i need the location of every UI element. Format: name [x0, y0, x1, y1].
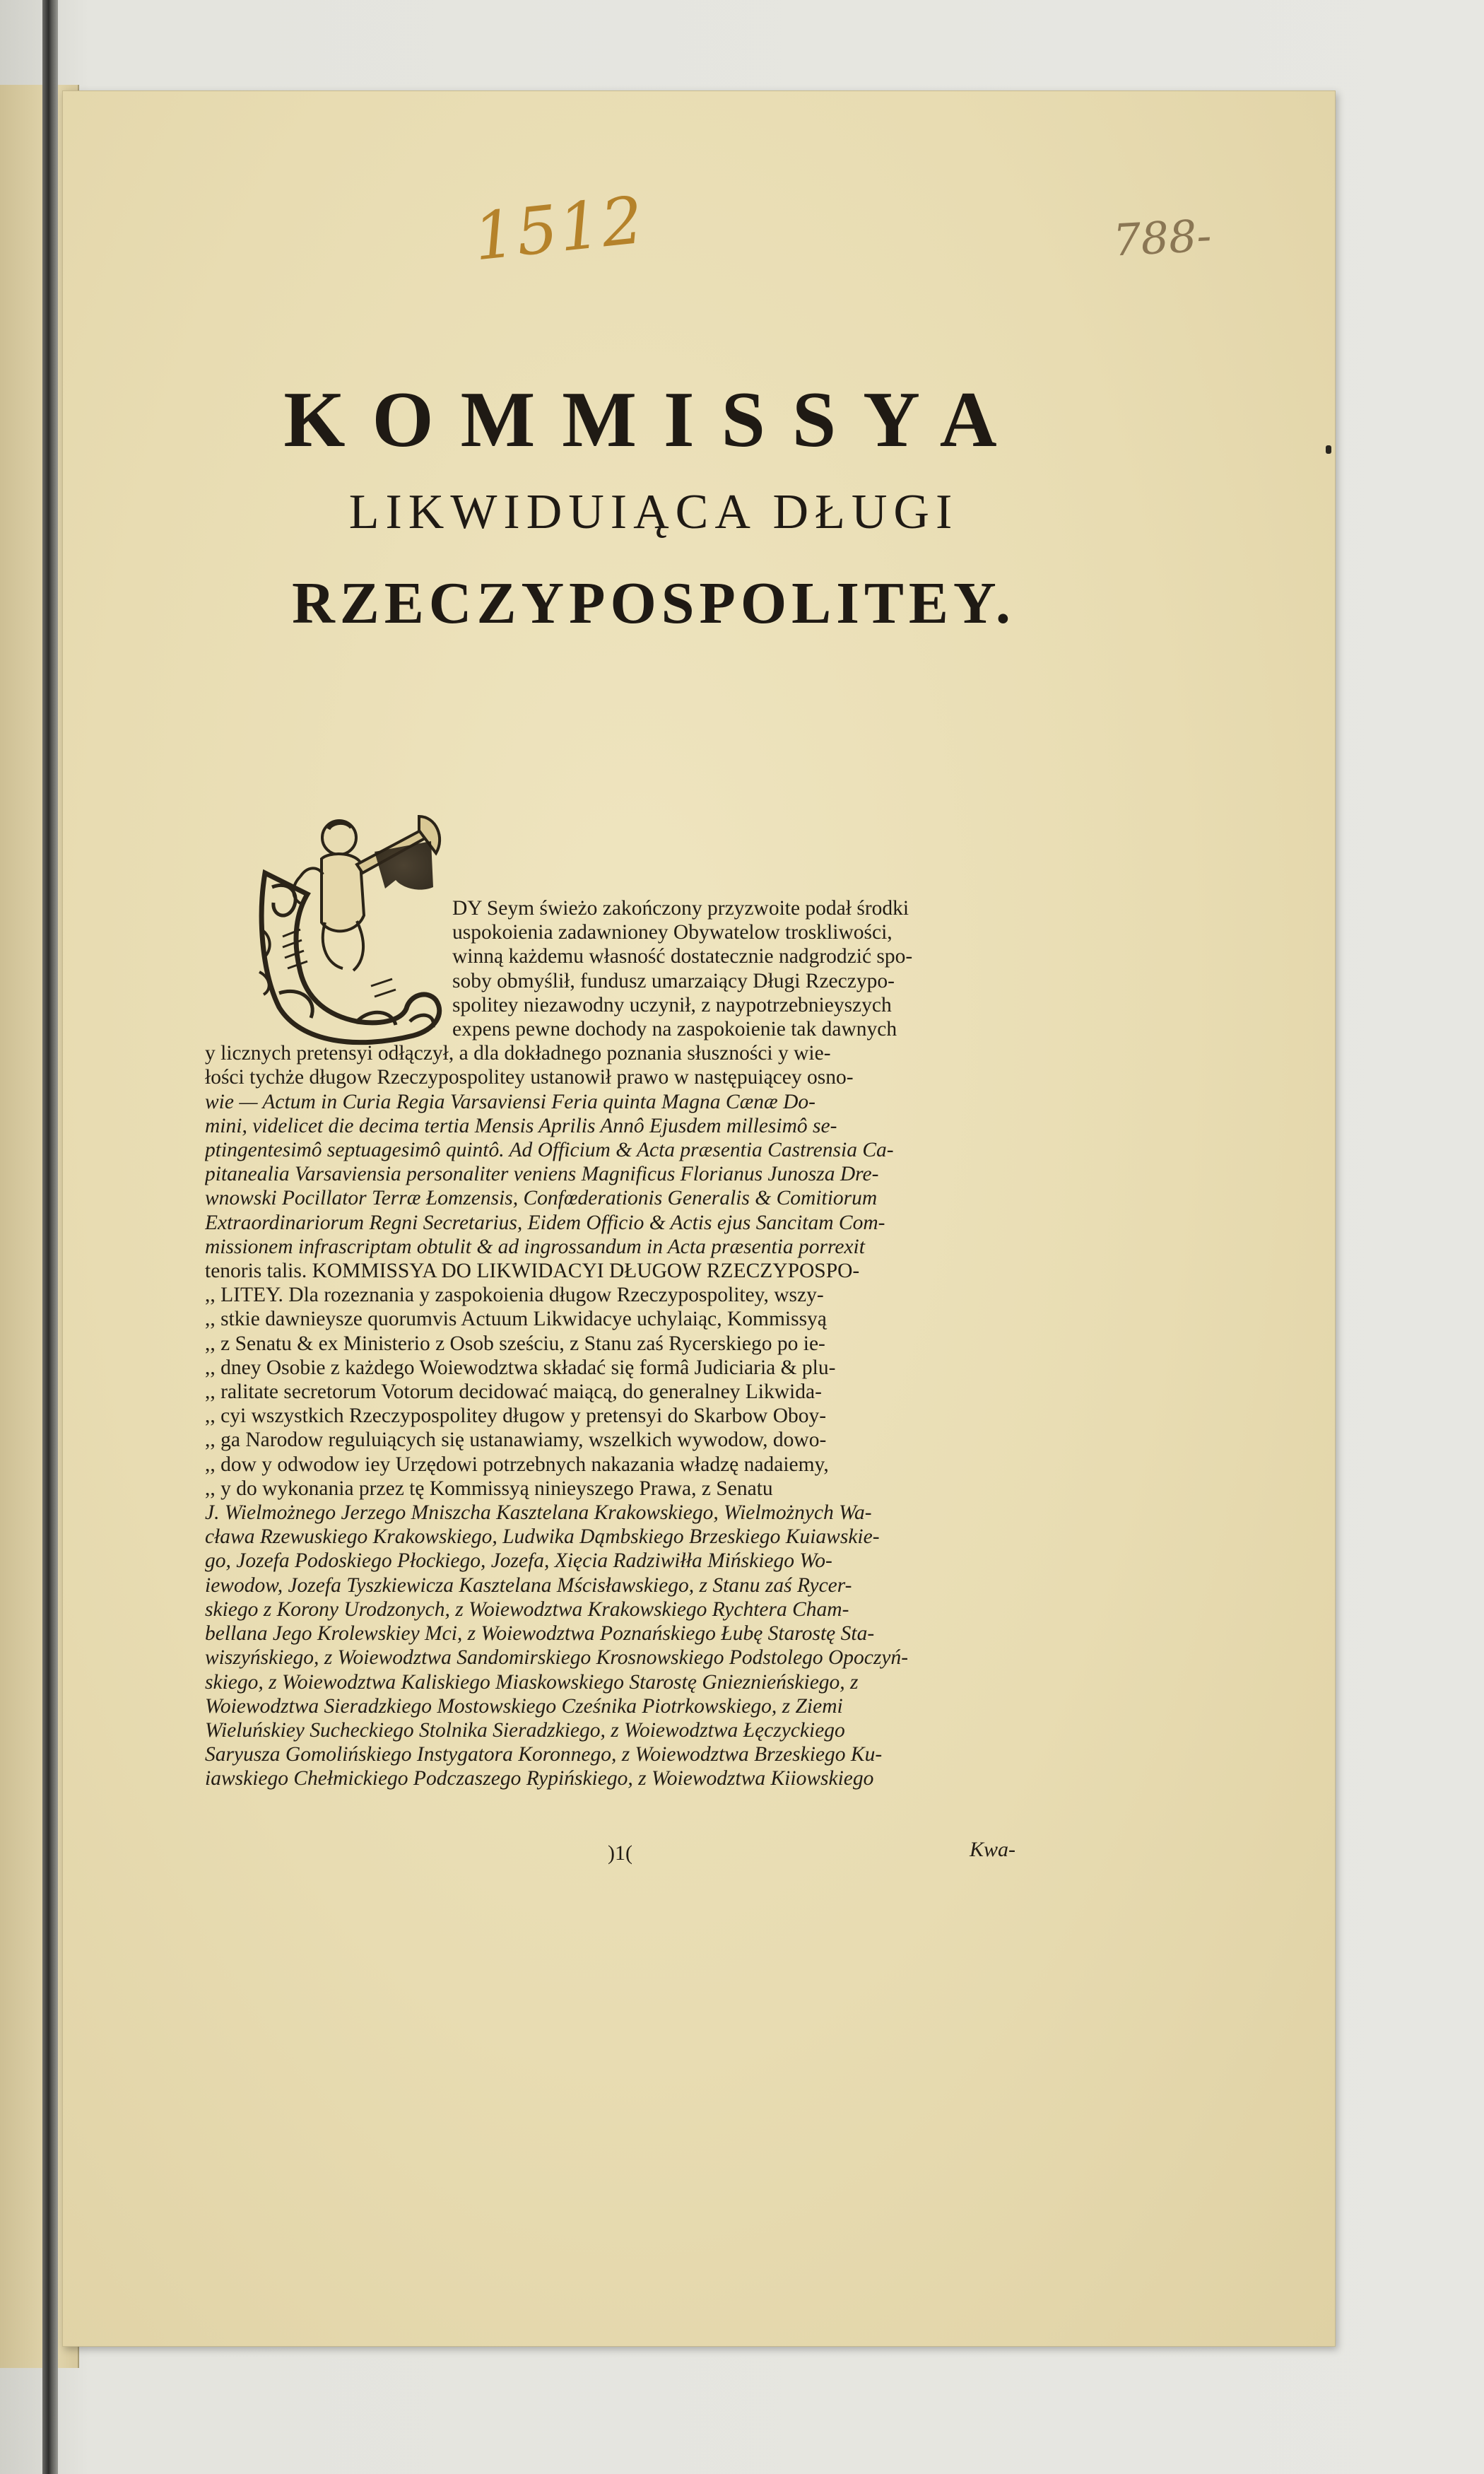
body-line-3: winną każdemu własność dostatecznie nadgrodzić spo-	[452, 945, 913, 968]
body-line-16: tenoris talis. KOMMISSYA DO LIKWIDACYI DŁUGOW RZECZYPOSPO-	[205, 1260, 860, 1283]
body-line-30: skiego z Korony Urodzonych, z Woiewodztwa Krakowskiego Rychtera Cham-	[205, 1597, 849, 1621]
body-line-37: iawskiego Chełmickiego Podczaszego Rypińskiego, z Woiewodztwa Kiiowskiego	[205, 1767, 874, 1790]
body-line-29: iewodow, Jozefa Tyszkiewicza Kasztelana Mścisławskiego, z Stanu zaś Rycer-	[205, 1573, 852, 1597]
signature-mark: )1(	[608, 1841, 632, 1865]
body-line-4: soby obmyślił, fundusz umarzaiący Długi Rzeczypo-	[452, 969, 895, 992]
body-line-26: J. Wielmożnego Jerzego Mniszcha Kasztelana Krakowskiego, Wielmożnych Wa-	[205, 1501, 872, 1525]
body-line-28: go, Jozefa Podoskiego Płockiego, Jozefa, Xięcia Radziwiłła Mińskiego Wo-	[205, 1549, 832, 1573]
body-line-24: ,, dow y odwodow iey Urzędowi potrzebnych nakazania władzę nadaiemy,	[205, 1453, 829, 1476]
body-line-36: Saryusza Gomolińskiego Instygatora Koronnego, z Woiewodztwa Brzeskiego Ku-	[205, 1743, 883, 1766]
page-mark	[1326, 445, 1331, 454]
body-line-25: ,, y do wykonania przez tę Kommissyą ninieyszego Prawa, z Senatu	[205, 1477, 773, 1500]
body-line-8: łości tychże długow Rzeczypospolitey ustanowił prawo w następuiącey osno-	[205, 1066, 854, 1089]
body-line-6: expens pewne dochody na zaspokoienie tak dawnych	[452, 1018, 897, 1041]
body-line-11: ptingentesimô septuagesimô quintô. Ad Officium & Acta præsentia Castrensia Ca-	[205, 1139, 894, 1162]
body-text	[205, 896, 1049, 1791]
body-line-14: Extraordinariorum Regni Secretarius, Eidem Officio & Actis ejus Sancitam Com-	[205, 1211, 885, 1234]
body-line-20: ,, dney Osobie z każdego Woiewodztwa składać się formâ Judiciaria & plu-	[205, 1356, 836, 1379]
body-line-35: Wieluńskiey Sucheckiego Stolnika Sieradzkiego, z Woiewodztwa Łęczyckiego	[205, 1718, 845, 1742]
subtitle-line-2: RZECZYPOSPOLITEY.	[292, 570, 1015, 636]
body-line-33: skiego, z Woiewodztwa Kaliskiego Miaskowskiego Starostę Gnieznieńskiego, z	[205, 1670, 859, 1694]
body-line-34: Woiewodztwa Sieradzkiego Mostowskiego Cześnika Piotrkowskiego, z Ziemi	[205, 1694, 843, 1718]
body-line-5: spolitey niezawodny uczynił, z naypotrzebnieyszych	[452, 993, 892, 1016]
body-line-31: bellana Jego Krolewskiey Mci, z Woiewodztwa Poznańskiego Łubę Starostę Sta-	[205, 1622, 875, 1646]
body-line-2: uspokoienia zadawnioney Obywatelow troskliwości,	[452, 921, 893, 944]
body-line-17: ,, LITEY. Dla rozeznania y zaspokoienia długow Rzeczypospolitey, wszy-	[205, 1284, 824, 1307]
body-line-21: ,, ralitate secretorum Votorum decidować maiącą, do generalney Likwida-	[205, 1380, 822, 1404]
handwritten-number-right: 788-	[1112, 209, 1213, 266]
body-line-9: wie — Actum in Curia Regia Varsaviensi Feria quinta Magna Cænæ Do-	[205, 1090, 815, 1113]
body-line-13: wnowski Pocillator Terræ Łomzensis, Confœderationis Generalis & Comitiorum	[205, 1187, 878, 1210]
body-line-22: ,, cyi wszystkich Rzeczypospolitey długow y pretensyi do Skarbow Oboy-	[205, 1405, 827, 1428]
body-line-19: ,, z Senatu & ex Ministerio z Osob sześciu, z Stanu zaś Rycerskiego po ie-	[205, 1332, 825, 1355]
body-line-27: cława Rzewuskiego Krakowskiego, Ludwika Dąmbskiego Brzeskiego Kuiawskie-	[205, 1525, 880, 1549]
book-binding	[42, 0, 58, 2474]
catchword: Kwa-	[970, 1838, 1016, 1861]
body-line-1: DY Seym świeżo zakończony przyzwoite podał środki	[452, 897, 909, 920]
handwritten-number-left: 1512	[470, 182, 649, 276]
body-line-32: wiszyńskiego, z Woiewodztwa Sandomirskiego Krosnowskiego Podstolego Opoczyń-	[205, 1646, 909, 1670]
subtitle-line-1: LIKWIDUIĄCA DŁUGI	[348, 485, 959, 539]
body-line-18: ,, stkie dawnieysze quorumvis Actuum Likwidacye uchylaiąc, Kommissyą	[205, 1308, 827, 1331]
body-line-12: pitanealia Varsaviensia personaliter veniens Magnificus Florianus Junosza Dre-	[205, 1163, 879, 1186]
body-line-10: mini, videlicet die decima tertia Mensis Aprilis Annô Ejusdem millesimô se-	[205, 1114, 837, 1137]
document-title: KOMMISSYA	[283, 376, 1024, 464]
body-line-15: missionem infrascriptam obtulit & ad ingrossandum in Acta præsentia porrexit	[205, 1235, 865, 1258]
body-line-23: ,, ga Narodow reguluiących się ustanawiamy, wszelkich wywodow, dowo-	[205, 1429, 827, 1452]
body-line-7: y licznych pretensyi odłączył, a dla dokładnego poznania słuszności y wie-	[205, 1042, 831, 1065]
